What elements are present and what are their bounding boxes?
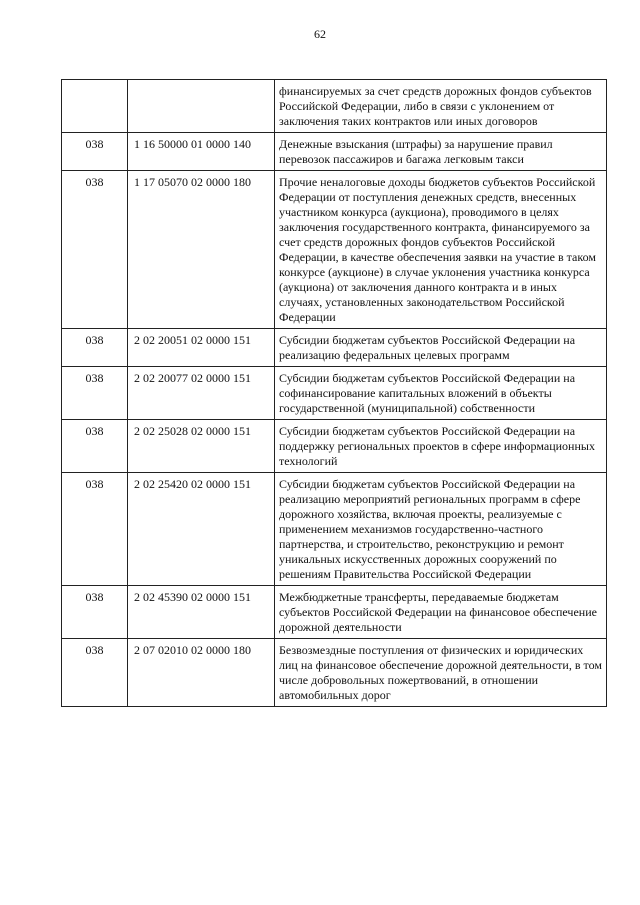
revenue-name-cell: Субсидии бюджетам субъектов Российской Федерации на софинансирование капитальных вложений в объекты государственной (муниципальной) собственности [275,367,607,420]
budget-code-cell: 2 02 20077 02 0000 151 [128,367,275,420]
revenue-name-cell: Субсидии бюджетам субъектов Российской Федерации на реализацию мероприятий региональных программ в сфере дорожного хозяйства, включая проекты, реализуемые с применением механизмов государственно-частного партнерства, и строительство, реконструкцию и ремонт уникальных искусственных дорожных сооружений по решениям Правительства Российской Федерации [275,473,607,586]
budget-code-cell: 2 02 25028 02 0000 151 [128,420,275,473]
table-row [62,171,607,329]
table-row [62,329,607,367]
table-row [62,367,607,420]
admin-code-cell: 038 [62,329,128,367]
revenue-name-cell: Субсидии бюджетам субъектов Российской Федерации на поддержку региональных проектов в сфере информационных технологий [275,420,607,473]
table-row [62,133,607,171]
revenue-name-cell: Прочие неналоговые доходы бюджетов субъектов Российской Федерации от поступления денежных средств, внесенных участником конкурса (аукциона), проводимого в целях заключения государственного контракта, финансируемого за счет средств дорожных фондов субъектов Российской Федерации, в качестве обеспечения заявки на участие в таком конкурсе (аукционе) в случае уклонения участника конкурса (аукциона) от заключения данного контракта и в иных случаях, установленных законодательством Российской Федерации [275,171,607,329]
table-row [62,80,607,133]
budget-code-cell: 2 02 20051 02 0000 151 [128,329,275,367]
budget-code-cell: 2 07 02010 02 0000 180 [128,639,275,707]
revenue-name-cell: финансируемых за счет средств дорожных фондов субъектов Российской Федерации, либо в связи с уклонением от заключения таких контрактов или иных договоров [275,80,607,133]
table-row [62,586,607,639]
admin-code-cell: 038 [62,171,128,329]
admin-code-cell [62,80,128,133]
budget-code-cell: 2 02 25420 02 0000 151 [128,473,275,586]
admin-code-cell: 038 [62,639,128,707]
revenue-name-cell: Субсидии бюджетам субъектов Российской Федерации на реализацию федеральных целевых программ [275,329,607,367]
admin-code-cell: 038 [62,586,128,639]
admin-code-cell: 038 [62,420,128,473]
budget-code-cell [128,80,275,133]
revenue-name-cell: Денежные взыскания (штрафы) за нарушение правил перевозок пассажиров и багажа легковым такси [275,133,607,171]
table-row [62,420,607,473]
admin-code-cell: 038 [62,473,128,586]
admin-code-cell: 038 [62,133,128,171]
table-row [62,473,607,586]
budget-code-cell: 1 16 50000 01 0000 140 [128,133,275,171]
budget-code-cell: 2 02 45390 02 0000 151 [128,586,275,639]
revenue-name-cell: Безвозмездные поступления от физических и юридических лиц на финансовое обеспечение дорожной деятельности, в том числе добровольных пожертвований, в отношении автомобильных дорог [275,639,607,707]
budget-code-cell: 1 17 05070 02 0000 180 [128,171,275,329]
revenue-codes-table [61,79,607,707]
table-row [62,639,607,707]
admin-code-cell: 038 [62,367,128,420]
revenue-name-cell: Межбюджетные трансферты, передаваемые бюджетам субъектов Российской Федерации на финансовое обеспечение дорожной деятельности [275,586,607,639]
page-number: 62 [314,27,326,41]
